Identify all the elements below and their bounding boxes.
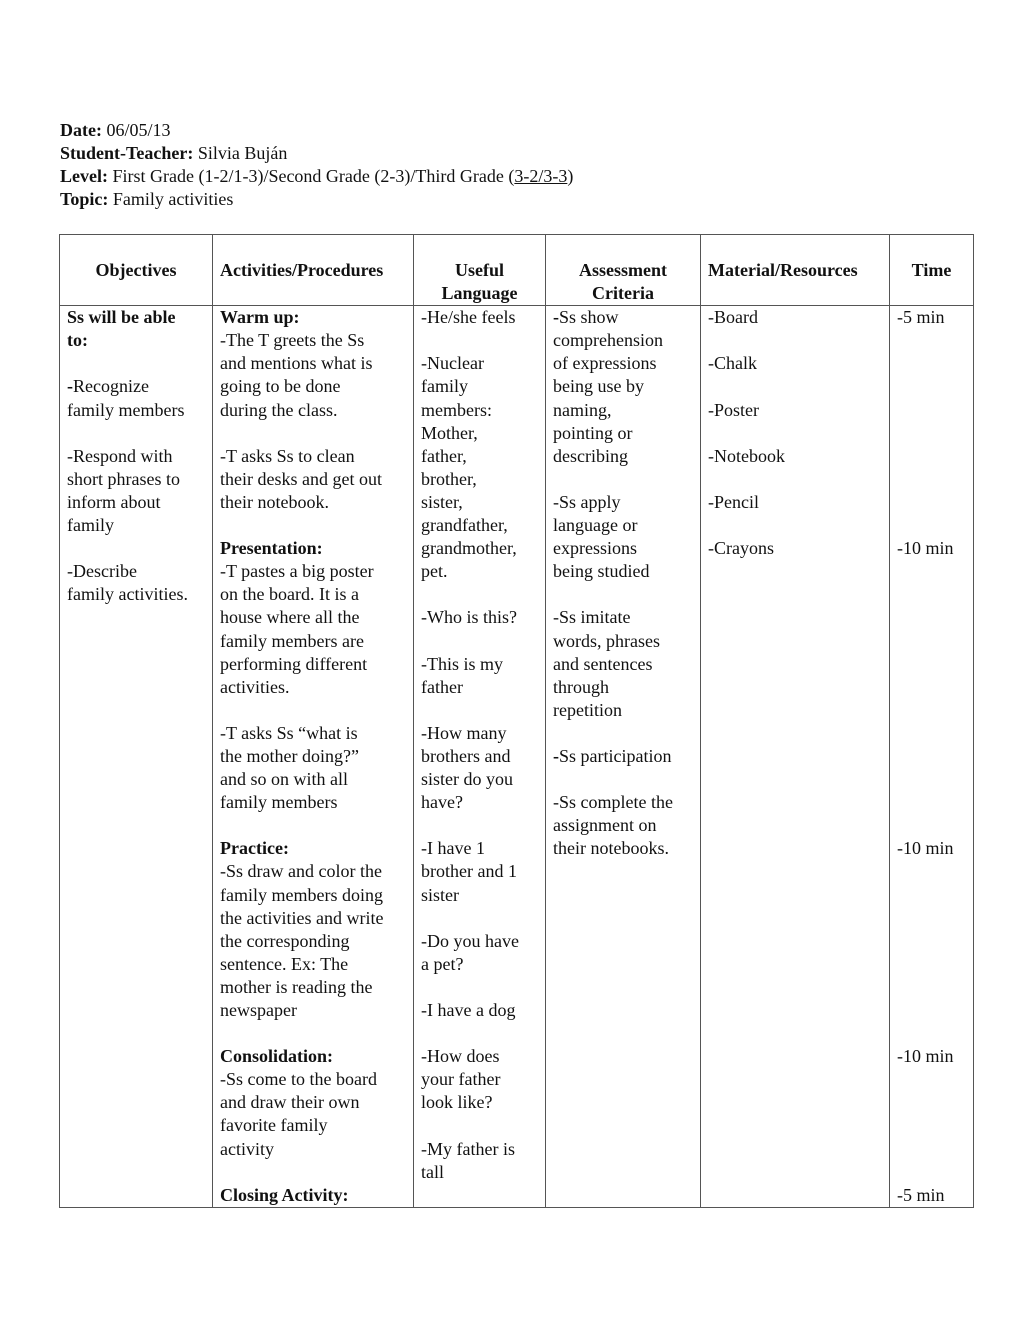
- assessment-line: [553, 837, 693, 860]
- useful-language-text: sister do you: [421, 769, 513, 790]
- activity-text: Consolidation:: [220, 1046, 334, 1067]
- assessment-text: naming,: [553, 399, 612, 420]
- lesson-plan-header: [60, 119, 573, 211]
- material-line: [708, 306, 882, 329]
- useful-language-line: [421, 1091, 538, 1114]
- activity-line: [220, 837, 406, 860]
- assessment-text: -Ss imitate: [553, 607, 631, 628]
- activities-cell: [213, 306, 414, 1208]
- useful-language-line: [421, 514, 538, 537]
- objective-spacer: [67, 352, 205, 375]
- activity-spacer: [220, 1022, 406, 1045]
- useful-language-cell: [414, 306, 546, 1208]
- useful-language-spacer: [421, 976, 538, 999]
- objective-text: short phrases to: [67, 468, 180, 489]
- activity-text: favorite family: [220, 1115, 328, 1136]
- time-entry: -5 min: [897, 307, 945, 328]
- assessment-line: [553, 606, 693, 629]
- activity-line: [220, 976, 406, 999]
- objective-line: [67, 514, 205, 537]
- activity-line: [220, 768, 406, 791]
- useful-language-text: -Who is this?: [421, 607, 517, 628]
- useful-language-line: [421, 653, 538, 676]
- useful-language-line: [421, 1045, 538, 1068]
- assessment-bullet: -: [553, 745, 559, 766]
- level-value-main: First Grade (1-2/1-3)/Second Grade (2-3)/Third Grade (: [112, 166, 515, 186]
- activity-text: -The T greets the Ss: [220, 330, 365, 351]
- assessment-text: repetition: [553, 699, 622, 720]
- useful-language-line: [421, 491, 538, 514]
- objective-line: [67, 306, 205, 329]
- material-line: [708, 491, 882, 514]
- activity-line: [220, 1045, 406, 1068]
- activity-text: Presentation:: [220, 538, 323, 559]
- activity-line: [220, 884, 406, 907]
- activity-line: [220, 537, 406, 560]
- objective-line: [67, 560, 205, 583]
- activity-text: family members doing: [220, 884, 383, 905]
- activity-text: Warm up:: [220, 307, 300, 328]
- useful-language-line: [421, 306, 538, 329]
- activity-text: family members: [220, 792, 338, 813]
- date-row: [60, 119, 573, 142]
- useful-language-line: [421, 1068, 538, 1091]
- material-spacer: [708, 375, 882, 398]
- objective-line: [67, 445, 205, 468]
- objective-text: -Describe: [67, 561, 137, 582]
- assessment-spacer: [553, 583, 693, 606]
- useful-language-text: a pet?: [421, 953, 464, 974]
- assessment-text: and sentences: [553, 653, 653, 674]
- activity-line: [220, 306, 406, 329]
- activity-text: sentence. Ex: The: [220, 953, 349, 974]
- objective-line: [67, 468, 205, 491]
- useful-language-spacer: [421, 814, 538, 837]
- useful-language-line: [421, 953, 538, 976]
- useful-language-text: -How does: [421, 1046, 500, 1067]
- assessment-line: [553, 329, 693, 352]
- activity-text: during the class.: [220, 399, 338, 420]
- activity-text: the corresponding: [220, 930, 350, 951]
- level-row: [60, 165, 573, 188]
- column-header-objectives: Objectives: [60, 235, 213, 306]
- activity-text: activity: [220, 1138, 274, 1159]
- useful-language-line: [421, 375, 538, 398]
- useful-language-line: [421, 722, 538, 745]
- activity-text: mother is reading the: [220, 976, 373, 997]
- useful-language-text: brother and 1: [421, 861, 517, 882]
- useful-language-text: Mother,: [421, 422, 478, 443]
- material-line: [708, 399, 882, 422]
- assessment-text: language or: [553, 515, 638, 536]
- assessment-line: [553, 399, 693, 422]
- useful-language-spacer: [421, 1114, 538, 1137]
- column-header-assessment-line2: Criteria: [592, 283, 654, 304]
- useful-language-spacer: [421, 907, 538, 930]
- activity-text: on the board. It is a: [220, 584, 359, 605]
- material-spacer: [708, 329, 882, 352]
- material-text: -Pencil: [708, 491, 759, 512]
- material-spacer: [708, 468, 882, 491]
- material-line: [708, 445, 882, 468]
- lesson-plan-table: [59, 234, 974, 1208]
- activity-line: [220, 1184, 406, 1207]
- assessment-spacer: [553, 468, 693, 491]
- column-header-time: Time: [890, 235, 974, 306]
- activity-text: activities.: [220, 676, 290, 697]
- assessment-line: [553, 445, 693, 468]
- activity-text: going to be done: [220, 376, 341, 397]
- topic-row: [60, 188, 573, 211]
- activity-line: [220, 860, 406, 883]
- useful-language-text: grandfather,: [421, 515, 508, 536]
- activity-spacer: [220, 699, 406, 722]
- objective-line: [67, 583, 205, 606]
- assessment-bullet: -: [553, 307, 559, 328]
- activity-line: [220, 653, 406, 676]
- activity-line: [220, 352, 406, 375]
- activity-text: and mentions what is: [220, 353, 373, 374]
- activity-text: -T asks Ss “what is: [220, 722, 358, 743]
- activity-line: [220, 745, 406, 768]
- useful-language-line: [421, 422, 538, 445]
- objective-text: inform about: [67, 491, 161, 512]
- assessment-line: [553, 306, 693, 329]
- activity-line: [220, 329, 406, 352]
- activity-line: [220, 468, 406, 491]
- activity-text: -T asks Ss to clean: [220, 445, 355, 466]
- objective-text: Ss will be able: [67, 307, 176, 328]
- activity-spacer: [220, 514, 406, 537]
- assessment-text: their notebooks.: [553, 838, 669, 859]
- column-header-language-line1: Useful: [455, 260, 504, 280]
- teacher-label: Student-Teacher:: [60, 143, 194, 163]
- useful-language-line: [421, 791, 538, 814]
- activity-text: the mother doing?”: [220, 745, 359, 766]
- activity-line: [220, 1138, 406, 1161]
- activity-line: [220, 791, 406, 814]
- level-value-end: ): [567, 166, 574, 186]
- activity-text: -Ss come to the board: [220, 1069, 377, 1090]
- assessment-line: [553, 352, 693, 375]
- activity-line: [220, 676, 406, 699]
- assessment-line: [553, 537, 693, 560]
- assessment-line: [553, 514, 693, 537]
- objective-spacer: [67, 422, 205, 445]
- assessment-cell: [546, 306, 701, 1208]
- useful-language-line: [421, 930, 538, 953]
- assessment-line: [553, 745, 693, 768]
- assessment-line: [553, 560, 693, 583]
- activity-line: [220, 722, 406, 745]
- objective-line: [67, 491, 205, 514]
- activity-line: [220, 445, 406, 468]
- useful-language-text: brother,: [421, 468, 477, 489]
- column-header-assessment: [546, 235, 701, 306]
- assessment-text: pointing or: [553, 422, 633, 443]
- activity-text: and draw their own: [220, 1092, 360, 1113]
- material-line: [708, 352, 882, 375]
- useful-language-text: -Nuclear: [421, 353, 484, 374]
- useful-language-text: your father: [421, 1069, 501, 1090]
- useful-language-line: [421, 537, 538, 560]
- topic-value: Family activities: [112, 189, 234, 209]
- activity-line: [220, 999, 406, 1022]
- useful-language-line: [421, 837, 538, 860]
- column-header-materials: Material/Resources: [701, 235, 890, 306]
- activity-text: Practice:: [220, 838, 289, 859]
- useful-language-line: [421, 884, 538, 907]
- useful-language-text: -My father is: [421, 1138, 515, 1159]
- useful-language-spacer: [421, 583, 538, 606]
- useful-language-spacer: [421, 630, 538, 653]
- assessment-text: expressions: [553, 538, 637, 559]
- assessment-text: through: [553, 676, 609, 697]
- teacher-row: [60, 142, 573, 165]
- material-line: [708, 537, 882, 560]
- useful-language-text: father,: [421, 445, 467, 466]
- material-spacer: [708, 422, 882, 445]
- assessment-line: [553, 814, 693, 837]
- activity-text: family members are: [220, 630, 364, 651]
- activity-text: Closing Activity:: [220, 1184, 349, 1205]
- material-spacer: [708, 514, 882, 537]
- useful-language-line: [421, 352, 538, 375]
- useful-language-text: -This is my: [421, 653, 504, 674]
- useful-language-line: [421, 1161, 538, 1184]
- useful-language-line: [421, 676, 538, 699]
- activity-spacer: [220, 814, 406, 837]
- useful-language-text: -He/she feels: [421, 307, 516, 328]
- assessment-text: assignment on: [553, 815, 657, 836]
- assessment-line: [553, 630, 693, 653]
- activity-spacer: [220, 422, 406, 445]
- time-entry: -5 min: [897, 1184, 945, 1205]
- level-value: [112, 166, 573, 186]
- activity-line: [220, 953, 406, 976]
- useful-language-line: [421, 445, 538, 468]
- useful-language-line: [421, 606, 538, 629]
- assessment-spacer: [553, 768, 693, 791]
- level-label: Level:: [60, 166, 108, 186]
- useful-language-text: tall: [421, 1161, 444, 1182]
- assessment-text: Ss participation: [559, 745, 672, 766]
- useful-language-text: sister: [421, 884, 459, 905]
- column-header-language-line2: Language: [441, 283, 518, 304]
- useful-language-line: [421, 860, 538, 883]
- useful-language-text: -I have a dog: [421, 1000, 516, 1020]
- level-value-underlined: 3-2/3-3: [514, 166, 568, 186]
- assessment-line: [553, 699, 693, 722]
- time-cell: [890, 306, 974, 1208]
- activity-text: -Ss draw and color the: [220, 861, 382, 882]
- useful-language-text: members:: [421, 399, 492, 420]
- objective-text: to:: [67, 330, 88, 351]
- useful-language-spacer: [421, 329, 538, 352]
- useful-language-text: -How many: [421, 722, 507, 743]
- assessment-text: Ss show: [559, 307, 619, 328]
- column-header-activities: Activities/Procedures: [213, 235, 414, 306]
- time-entry: -10 min: [897, 538, 954, 559]
- assessment-text: of expressions: [553, 353, 657, 374]
- activity-line: [220, 907, 406, 930]
- date-value: 06/05/13: [106, 120, 171, 140]
- assessment-text: -Ss complete the: [553, 792, 673, 813]
- useful-language-text: pet.: [421, 561, 448, 582]
- assessment-text: comprehension: [553, 330, 663, 351]
- activity-line: [220, 1091, 406, 1114]
- useful-language-line: [421, 999, 538, 1022]
- useful-language-text: father: [421, 676, 463, 697]
- table-header-row: [60, 235, 974, 306]
- useful-language-line: [421, 745, 538, 768]
- column-header-language: [414, 235, 546, 306]
- assessment-text: being use by: [553, 376, 644, 397]
- materials-cell: [701, 306, 890, 1208]
- time-entry: -10 min: [897, 838, 954, 859]
- activity-line: [220, 560, 406, 583]
- useful-language-line: [421, 1138, 538, 1161]
- activity-text: house where all the: [220, 607, 360, 628]
- useful-language-line: [421, 468, 538, 491]
- activity-line: [220, 630, 406, 653]
- activity-text: the activities and write: [220, 907, 384, 928]
- column-header-assessment-line1: Assessment: [579, 260, 667, 280]
- objective-text: -Respond with: [67, 445, 173, 466]
- assessment-line: [553, 491, 693, 514]
- objective-line: [67, 399, 205, 422]
- assessment-text: words, phrases: [553, 630, 660, 651]
- activity-text: and so on with all: [220, 769, 348, 790]
- activity-line: [220, 1114, 406, 1137]
- activity-text: their notebook.: [220, 491, 329, 512]
- useful-language-text: sister,: [421, 491, 463, 512]
- activity-line: [220, 399, 406, 422]
- activity-spacer: [220, 1161, 406, 1184]
- useful-language-text: family: [421, 376, 468, 397]
- objectives-cell: [60, 306, 213, 1208]
- material-text: -Poster: [708, 399, 759, 420]
- objective-bullet: -: [67, 376, 73, 397]
- date-label: Date:: [60, 120, 102, 140]
- teacher-value: Silvia Buján: [197, 143, 288, 163]
- useful-language-line: [421, 560, 538, 583]
- useful-language-text: brothers and: [421, 745, 511, 766]
- time-entry: -10 min: [897, 1046, 954, 1067]
- useful-language-text: -I have 1: [421, 838, 485, 859]
- topic-label: Topic:: [60, 189, 109, 209]
- objective-line: [67, 329, 205, 352]
- activity-line: [220, 491, 406, 514]
- useful-language-line: [421, 399, 538, 422]
- useful-language-text: look like?: [421, 1092, 493, 1113]
- useful-language-line: [421, 768, 538, 791]
- objective-text: family: [67, 515, 114, 536]
- assessment-text: describing: [553, 445, 628, 466]
- activity-text: newspaper: [220, 1000, 297, 1020]
- activity-text: performing different: [220, 653, 368, 674]
- activity-line: [220, 583, 406, 606]
- activity-text: -T pastes a big poster: [220, 561, 374, 582]
- material-text: -Chalk: [708, 353, 757, 374]
- material-text: -Crayons: [708, 538, 774, 559]
- objective-text: Recognize: [73, 376, 149, 397]
- assessment-line: [553, 653, 693, 676]
- assessment-line: [553, 422, 693, 445]
- useful-language-text: have?: [421, 792, 463, 813]
- assessment-line: [553, 791, 693, 814]
- activity-line: [220, 930, 406, 953]
- assessment-line: [553, 676, 693, 699]
- objective-line: [67, 375, 205, 398]
- useful-language-text: grandmother,: [421, 538, 517, 559]
- useful-language-spacer: [421, 699, 538, 722]
- activity-line: [220, 606, 406, 629]
- useful-language-spacer: [421, 1022, 538, 1045]
- activity-text: their desks and get out: [220, 468, 382, 489]
- objective-spacer: [67, 537, 205, 560]
- objective-text: family activities.: [67, 584, 188, 605]
- objective-text: family members: [67, 399, 185, 420]
- table-row: [60, 306, 974, 1208]
- assessment-spacer: [553, 722, 693, 745]
- assessment-text: being studied: [553, 561, 650, 582]
- material-text: -Board: [708, 307, 758, 328]
- assessment-line: [553, 375, 693, 398]
- material-text: -Notebook: [708, 445, 785, 466]
- activity-line: [220, 1068, 406, 1091]
- activity-line: [220, 375, 406, 398]
- assessment-text: -Ss apply: [553, 491, 621, 512]
- useful-language-text: -Do you have: [421, 930, 519, 951]
